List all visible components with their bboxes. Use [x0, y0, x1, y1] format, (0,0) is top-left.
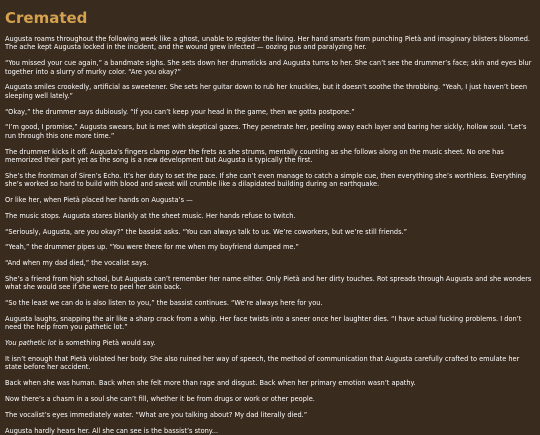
paragraph: She’s the frontman of Siren’s Echo. It’s her duty to set the pace. If she can’t even manage to catch a simple cue, then everything she’s worthless. Everything she’s worked so hard to build with blood and sweat will crumble like a dilapidated building during an earthquake. — [5, 171, 527, 189]
paragraph: Augusta smiles crookedly, artificial as sweetener. She sets her guitar down to rub her knuckles, but it doesn’t soothe the throbbing. “Yeah, I just haven’t been sleeping well lately.” — [5, 83, 528, 100]
paragraph-text: is something Pietà would say. — [56, 339, 156, 348]
paragraph: “Yeah,” the drummer pipes up. “You were there for me when my boyfriend dumped me.” — [5, 243, 299, 252]
paragraph: “Okay,” the drummer says dubiously. “If you can’t keep your head in the game, then we gotta postpone.” — [5, 107, 355, 116]
paragraph: Back when she was human. Back when she felt more than rage and disgust. Back when her primary emotion wasn’t apathy. — [5, 379, 416, 388]
paragraph: “Seriously, Augusta, are you okay?” the bassist asks. “You can always talk to us. We’re coworkers, but we’re still friends.” — [5, 227, 408, 236]
paragraph: “So the least we can do is also listen to you,” the bassist continues. “We’re always here for you. — [5, 299, 323, 308]
paragraph: Or like her, when Pietà placed her hands on Augusta’s — — [5, 196, 193, 205]
paragraph: Augusta hardly hears her. All she can see is the bassist’s stony... — [5, 426, 219, 435]
paragraph: She’s a friend from high school, but Augusta can’t remember her name either. Only Pietà and her dirty touches. Rot spreads through Augusta and she wonders what she would see if she were to peel her skin back. — [5, 275, 532, 292]
paragraph: It isn’t enough that Pietà violated her body. She also ruined her way of speech, the method of communication that Augusta carefully crafted to emulate her state before her accident. — [5, 355, 520, 372]
paragraph: Augusta laughs, snapping the air like a sharp crack from a whip. Her face twists into a sneer once her laughter dies. “I have actual fucking problems. I don’t need the help from you pathetic lot.” — [5, 315, 522, 332]
paragraph — [5, 339, 534, 347]
paragraph: “And when my dad died,” the vocalist says. — [5, 259, 149, 268]
paragraph: “I’m good, I promise,” Augusta swears, but is met with skeptical gazes. They penetrate her, peeling away each layer and baring her sickly, hollow soul. “Let’s run through this one more time.” — [5, 123, 527, 140]
paragraph: The music stops. Augusta stares blankly at the sheet music. Her hands refuse to twitch. — [5, 211, 296, 220]
paragraph: Augusta roams throughout the following week like a ghost, unable to register the living. Her hand smarts from punching Pietà and imaginary blisters bloomed. The ache kept Augusta locked in the incident, and the wound grew infected — oozing pus and paralyzing her. — [5, 35, 531, 52]
paragraph: Now there’s a chasm in a soul she can’t fill, whether it be from drugs or work or other people. — [5, 395, 315, 403]
post-title[interactable]: Cremated — [5, 9, 88, 27]
paragraph-italic: You pathetic lot — [5, 339, 57, 348]
paragraph: The vocalist’s eyes immediately water. “What are you talking about? My dad literally died.” — [5, 410, 308, 419]
paragraph: “You missed your cue again,” a bandmate sighs. She sets down her drumsticks and Augusta turns to her. She can’t see the drummer’s face; skin and eyes blur together into a slurry of murky color. “Are you okay?” — [5, 59, 532, 76]
post-body — [5, 35, 534, 435]
paragraph: The drummer kicks it off. Augusta’s fingers clamp over the frets as she strums, mentally counting as she follows along on the music sheet. No one has memorized their part yet as the song is a new development but Augusta is typically the first. — [5, 147, 504, 165]
